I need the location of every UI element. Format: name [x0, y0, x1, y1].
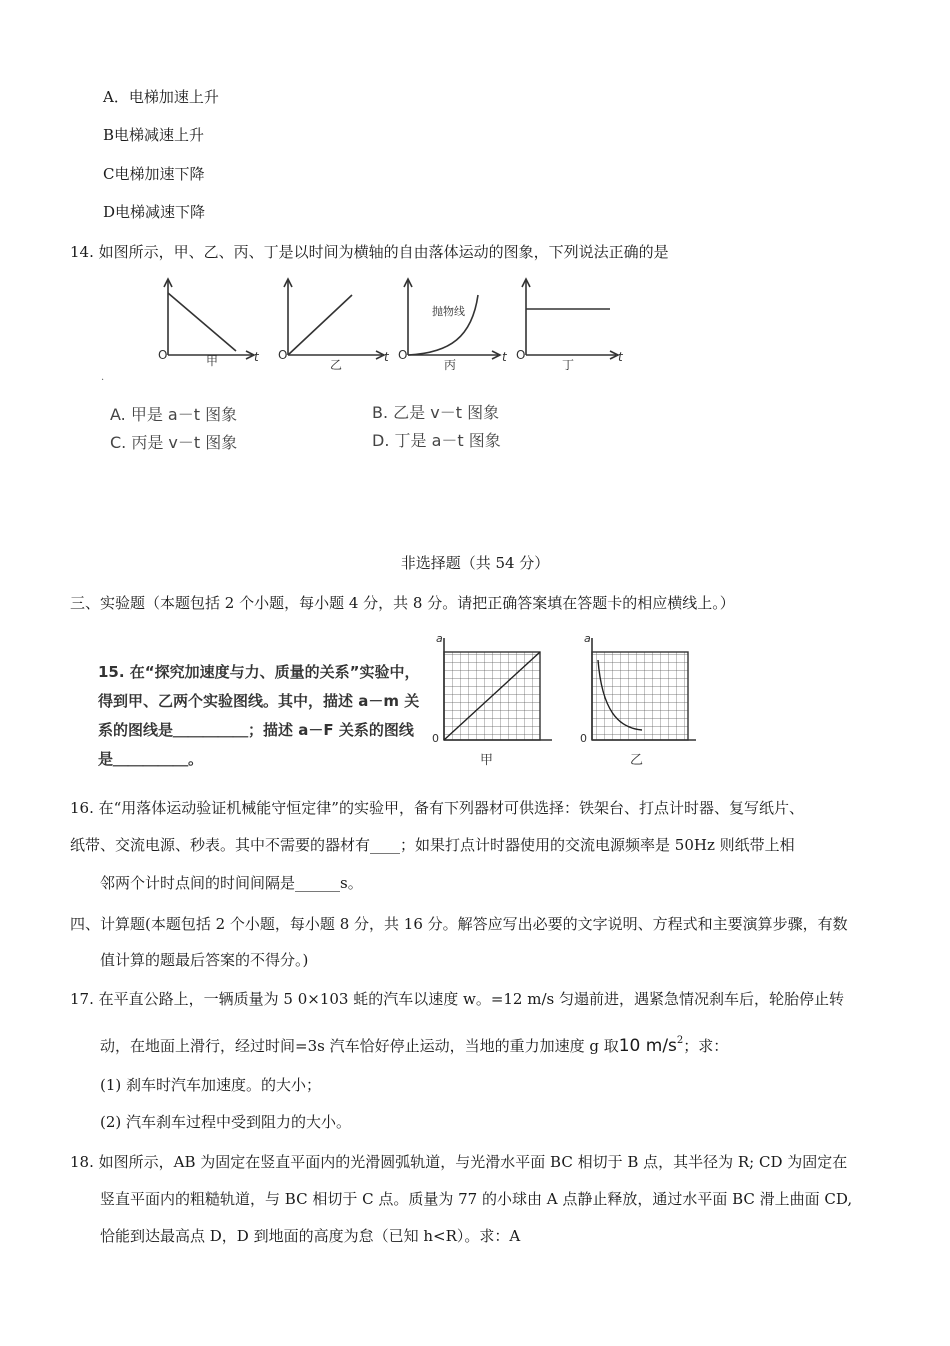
q14-graph2-label: 乙: [330, 358, 343, 372]
q14-graph4-axis: t: [618, 350, 623, 364]
q14-option-d: D. 丁是 a－t 图象: [372, 431, 501, 450]
q17-gravity-value: 10 m/s: [618, 1036, 677, 1056]
q15-left-axis: a: [436, 632, 443, 645]
q17-line1: 17. 在平直公路上，一辆质量为 5 0×103 蚝的汽车以速度 w。=12 m/s 匀遢前进，遇紧急情况刹车后，轮胎停止转: [70, 990, 844, 1008]
q18-line2: 竖直平面内的粗糙轨道，与 BC 相切于 C 点。质量为 77 的小球由 A 点静止释放，通过水平面 BC 滑上曲面 CD,: [100, 1190, 853, 1208]
q14-graph1-axis: t: [254, 350, 259, 364]
section4-line1: 四、计算题(本题包括 2 个小题，每小题 8 分，共 16 分。解答应写出必要的文字说明、方程式和主要演算步骤，有数: [70, 915, 848, 933]
q14-graph2-origin: O: [278, 348, 288, 362]
q14-option-b: B. 乙是 v－t 图象: [372, 403, 500, 422]
q16-line1: 16. 在“用落体运动验证机械能守恒定律”的实验甲，备有下列器材可供选择：铁架台、打点计时器、复写纸片、: [70, 799, 804, 817]
q14-stem: 14. 如图所示，甲、乙、丙、丁是以时间为横轴的自由落体运动的图象，下列说法正确的是: [70, 243, 669, 261]
q15-label-left: 甲: [480, 753, 494, 768]
q18-line1: 18. 如图所示，AB 为固定在竖直平面内的光滑圆弧轨道，与光滑水平面 BC 相切于 B 点，其半径为 R; CD 为固定在: [70, 1153, 848, 1171]
q18-line3: 恰能到达最高点 D，D 到地面的高度为怠（已知 h<R）。求：A: [100, 1227, 521, 1245]
q14-option-c: C. 丙是 v－t 图象: [110, 433, 238, 452]
q14-graph2-axis: t: [384, 350, 389, 364]
q15-graphs: [428, 630, 698, 770]
q15-label-right: 乙: [630, 753, 644, 768]
q14-graph3-label: 丙: [444, 358, 457, 372]
q16-line2: 纸带、交流电源、秒表。其中不需要的器材有____；如果打点计时器使用的交流电源频率是 50Hz 则纸带上相: [70, 836, 795, 854]
q15-line4: 是＿＿＿＿＿。: [98, 750, 204, 768]
q14-option-a: A. 甲是 a－t 图象: [110, 405, 238, 424]
q17-sub2: (2) 汽车刹车过程中受到阻力的大小。: [100, 1113, 352, 1131]
q15-right-axis: a: [584, 632, 591, 645]
q14-graph1-label: 甲: [206, 354, 219, 368]
q15-right-origin: 0: [580, 732, 587, 745]
q14-graphs: [150, 275, 640, 375]
q14-graph4-label: 丁: [562, 358, 575, 372]
section3-header: 三、实验题（本题包括 2 个小题，每小题 4 分，共 8 分。请把正确答案填在答题卡的相应横线上。）: [70, 594, 735, 612]
scan-speck: ·: [101, 375, 105, 386]
q16-line3: 邻两个计时点间的时间间隔是______s。: [100, 874, 363, 892]
q13-option-a: A．电梯加速上升: [103, 88, 219, 106]
section-title: 非选择题（共 54 分）: [400, 554, 550, 572]
q17-gravity-exponent: 2: [676, 1035, 684, 1046]
q17-line2: [100, 1035, 728, 1056]
q15-left-origin: 0: [432, 732, 439, 745]
q13-option-c: C电梯加速下降: [103, 165, 205, 183]
q14-graph3-axis: t: [502, 350, 507, 364]
q17-sub1: (1) 刹车时汽车加速度。的大小；: [100, 1076, 322, 1094]
q14-graph4-origin: O: [516, 348, 526, 362]
q15-line1: 15. 在“探究加速度与力、质量的关系”实验中，: [98, 663, 420, 681]
q14-graph3-note: 抛物线: [432, 305, 465, 318]
q14-graph3-origin: O: [398, 348, 408, 362]
section4-line2: 值计算的题最后答案的不得分。): [100, 951, 309, 969]
q17-line2-text: 动，在地面上滑行，经过时间=3s 汽车恰好停止运动，当地的重力加速度 g 取: [100, 1037, 619, 1055]
q17-line2-end: ；求：: [683, 1037, 729, 1055]
q13-option-b: B电梯减速上升: [103, 126, 205, 144]
q15-line2: 得到甲、乙两个实验图线。其中，描述 a－m 关: [98, 692, 420, 710]
q14-graph1-origin: O: [158, 348, 168, 362]
q15-line3: 系的图线是＿＿＿＿＿；描述 a－F 关系的图线: [98, 721, 414, 739]
q13-option-d: D电梯减速下降: [103, 203, 206, 221]
